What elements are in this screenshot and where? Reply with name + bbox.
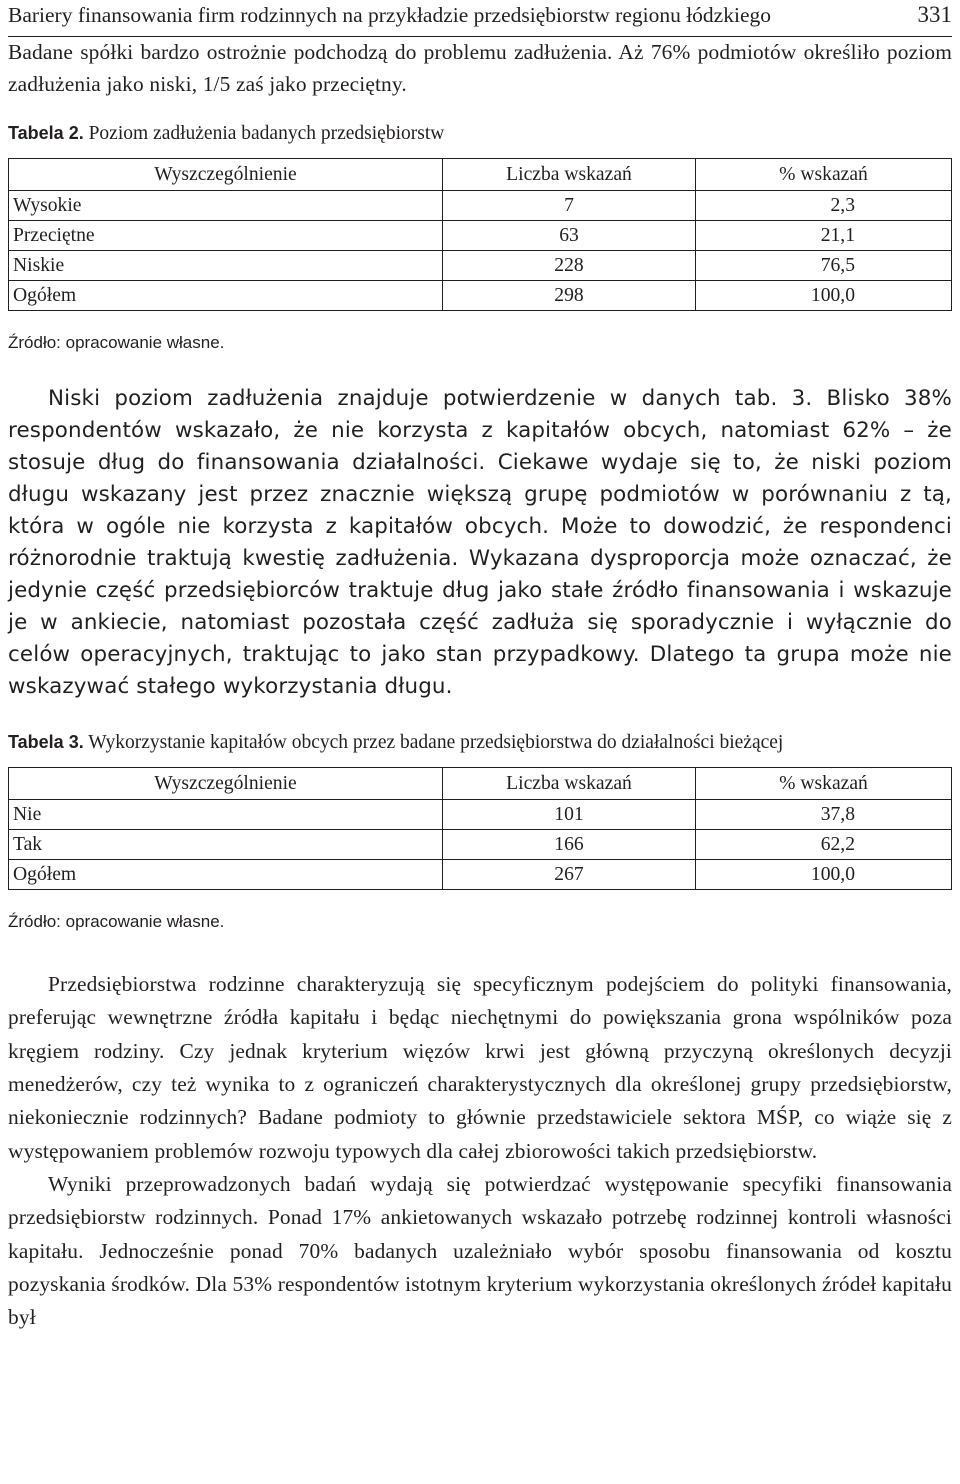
running-title: Bariery finansowania firm rodzinnych na przykładzie przedsiębiorstw regionu łódzkiego xyxy=(8,3,771,27)
table-row xyxy=(9,800,952,830)
table-header-row xyxy=(9,768,952,800)
table-cell: Przeciętne xyxy=(9,221,443,251)
table-cell: 100,0 xyxy=(696,860,952,890)
table-cell: 100,0 xyxy=(696,281,952,311)
table-cell: 267 xyxy=(443,860,696,890)
table-row xyxy=(9,830,952,860)
table-cell: 63 xyxy=(443,221,696,251)
table-cell: Tak xyxy=(9,830,443,860)
column-header: Wyszczególnienie xyxy=(9,768,443,800)
paragraph-3: Przedsiębiorstwa rodzinne charakteryzują się specyficznym podejściem do polityki finansowania, preferując wewnętrzne źródła kapitału i będąc niechętnymi do powiększania grona wspólników poza kręgiem rodziny. Czy jednak kryterium więzów krwi jest główną przyczyną określonych decyzji menedżerów, czy też wynika to z ograniczeń charakterystycznych dla określonej grupy przedsiębiorstw, niekoniecznie rodzinnych? Badane podmioty to głównie przedstawiciele sektora MŚP, co wiąże się z występowaniem problemów rozwoju typowych dla całej zbiorowości takich przedsiębiorstw. xyxy=(8,972,952,1163)
table-row xyxy=(9,221,952,251)
table2-source: Źródło: opracowanie własne. xyxy=(8,333,225,353)
table-cell: Ogółem xyxy=(9,281,443,311)
table-row xyxy=(9,860,952,890)
table2-caption xyxy=(8,120,952,147)
column-header: % wskazań xyxy=(696,159,952,191)
table2 xyxy=(8,158,952,311)
column-header: Liczba wskazań xyxy=(443,768,696,800)
table-cell: 101 xyxy=(443,800,696,830)
table3-caption xyxy=(8,729,952,756)
column-header: Wyszczególnienie xyxy=(9,159,443,191)
table-cell: 298 xyxy=(443,281,696,311)
table-cell: 76,5 xyxy=(696,251,952,281)
table-header-row xyxy=(9,159,952,191)
table-cell: 21,1 xyxy=(696,221,952,251)
table-cell: Nie xyxy=(9,800,443,830)
column-header: Liczba wskazań xyxy=(443,159,696,191)
table2-title: Poziom zadłużenia badanych przedsiębiorstw xyxy=(88,123,445,145)
running-header xyxy=(8,0,952,36)
paragraph-2: Niski poziom zadłużenia znajduje potwierdzenie w danych tab. 3. Blisko 38% respondentów wskazało, że nie korzysta z kapitałów obcych, natomiast 62% – że stosuje dług do finansowania działalności. Ciekawe wydaje się to, że niski poziom długu wskazany jest przez znacznie większą grupę podmiotów w porównaniu z tą, która w ogóle nie korzysta z kapitałów obcych. Może to dowodzić, że respondenci różnorodnie traktują kwestię zadłużenia. Wykazana dysproporcja może oznaczać, że jedynie część przedsiębiorców traktuje dług jako stałe źródło finansowania i wskazuje je w ankiecie, natomiast pozostała część zadłuża się sporadycznie i wyłącznie do celów operacyjnych, traktując to jako stan przypadkowy. Dlatego ta grupa może nie wskazywać stałego wykorzystania długu. xyxy=(8,386,952,700)
table-row xyxy=(9,281,952,311)
paragraph-4: Wyniki przeprowadzonych badań wydają się potwierdzać występowanie specyfiki finansowania przedsiębiorstw rodzinnych. Ponad 17% ankietowanych wskazało potrzebę rodzinnej kontroli własności kapitału. Jednocześnie ponad 70% badanych uzależniało wybór sposobu finansowania od kosztu pozyskania środków. Dla 53% respondentów istotnym kryterium wykorzystania określonych źródeł kapitału był xyxy=(8,1171,952,1330)
table3 xyxy=(8,767,952,890)
table-cell: 2,3 xyxy=(696,191,952,221)
page-number: 331 xyxy=(917,2,952,27)
document-page xyxy=(8,0,952,1334)
table-cell: 228 xyxy=(443,251,696,281)
table-cell: 7 xyxy=(443,191,696,221)
table3-title: Wykorzystanie kapitałów obcych przez badane przedsiębiorstwa do działalności bieżącej xyxy=(88,732,784,754)
table-cell: 37,8 xyxy=(696,800,952,830)
intro-paragraph: Badane spółki bardzo ostrożnie podchodzą do problemu zadłużenia. Aż 76% podmiotów określiło poziom zadłużenia jako niski, 1/5 zaś jako przeciętny. xyxy=(8,40,952,96)
table-row xyxy=(9,191,952,221)
table-cell: Niskie xyxy=(9,251,443,281)
table-cell: Wysokie xyxy=(9,191,443,221)
table-cell: 166 xyxy=(443,830,696,860)
table-cell: Ogółem xyxy=(9,860,443,890)
table3-source: Źródło: opracowanie własne. xyxy=(8,912,225,932)
table2-label: Tabela 2. xyxy=(8,123,84,144)
column-header: % wskazań xyxy=(696,768,952,800)
table-row xyxy=(9,251,952,281)
table-cell: 62,2 xyxy=(696,830,952,860)
table3-label: Tabela 3. xyxy=(8,732,84,753)
